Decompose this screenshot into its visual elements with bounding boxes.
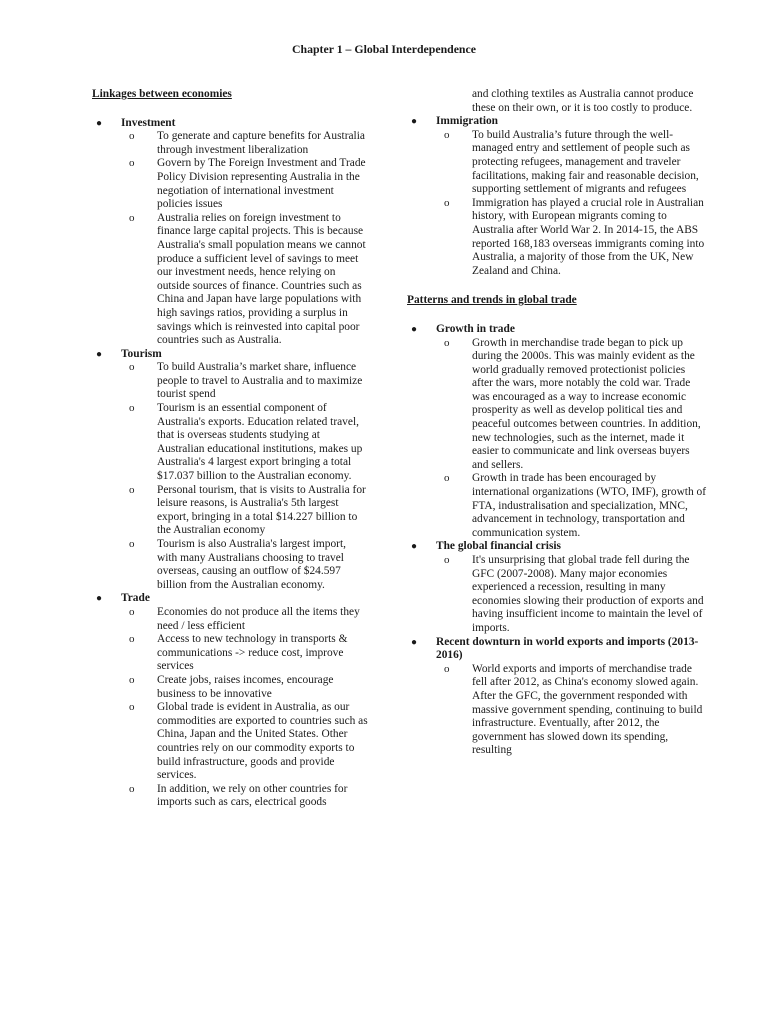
point-text: Tourism is also Australia's largest import, with many Australians choosing to travel overseas, causing an outflow of $24.597 billion from the Australian economy. [157,538,346,591]
circle-bullet-icon: o [129,483,135,496]
list-item [129,130,368,157]
continued-text: and clothing textiles as Australia cannot produce these on their own, or it is too costly to produce. [472,88,694,114]
list-item [129,701,368,783]
topic-title: Growth in trade [436,322,515,335]
point-text: Access to new technology in transports & communications -> reduce cost, improve services [157,633,348,673]
list-item [129,633,368,674]
bullet-icon: ● [96,117,103,129]
point-list [436,337,707,541]
topic-title: Recent downturn in world exports and imports (2013-2016) [436,635,699,662]
circle-bullet-icon: o [129,701,135,714]
bullet-icon: ● [96,593,103,605]
circle-bullet-icon: o [444,662,450,675]
point-list [121,130,368,348]
point-text: World exports and imports of merchandise trade fell after 2012, as China's economy slowed again. After the GFC, the government responded with massive government spending, continuing to build infrastructure. Eventually, after 2012, the government has slowed down its spending, resulting [472,662,703,757]
list-item [444,337,707,473]
circle-bullet-icon: o [129,673,135,686]
topic-list-linkages [92,117,368,810]
page-title: Chapter 1 – Global Interdependence [292,42,476,56]
right-column [407,88,707,758]
point-list [436,663,707,758]
circle-bullet-icon: o [129,538,135,550]
circle-bullet-icon: o [129,782,135,795]
circle-bullet-icon: o [129,633,135,646]
bullet-icon: ● [411,116,418,128]
point-list [436,129,707,279]
bullet-icon: ● [411,323,418,335]
topic-list-immigration [407,115,707,278]
spacer [407,278,707,294]
point-list [121,361,368,592]
list-item [444,472,707,540]
point-text: Australia relies on foreign investment to finance large capital projects. This is because Australia's small population means we cannot produce a sufficient level of savings to meet our investment needs, hence relying on outside sources of finance. Countries such as China and Japan have large populations with high savings ratios, providing a surplus in savings which is reinvested into capital poor countries such as Australia. [157,211,366,347]
circle-bullet-icon: o [129,211,135,224]
point-text: Immigration has played a crucial role in Australian history, with European migrants coming to Australia after World War 2. In 2014-15, the ABS reported 168,183 overseas immigrants coming into Australia, a majority of those from the UK, New Zealand and China. [472,196,705,277]
circle-bullet-icon: o [444,472,450,485]
bullet-icon: ● [96,348,103,360]
list-item [129,402,368,484]
list-item [129,674,368,701]
point-text: Govern by The Foreign Investment and Trade Policy Division representing Australia in the negotiation of international investment policies issues [157,157,366,211]
point-text: Personal tourism, that is visits to Australia for leisure reasons, is Australia's 5th largest export, bringing in a total $14.227 billion to the Australian economy [157,483,366,537]
topic-growth-in-trade [407,323,707,541]
topic-global-financial-crisis [407,540,707,635]
topic-title: Investment [121,116,176,129]
point-list [121,606,368,810]
circle-bullet-icon: o [444,196,450,209]
topic-trade [92,592,368,810]
point-text: To generate and capture benefits for Australia through investment liberalization [157,130,365,156]
topic-title: Trade [121,592,150,605]
circle-bullet-icon: o [129,605,135,618]
list-item [129,783,368,810]
list-item [444,197,707,279]
point-text: To build Australia’s future through the well-managed entry and settlement of people such as protecting refugees, management and traveler facilitations, making fair and reasonable decision, supporting settlement of migrants and refugees [472,128,699,196]
point-text: Tourism is an essential component of Australia's exports. Education related travel, that is overseas students studying at Australian educational institutions, makes up Australia's 4 largest export bringing a total $17.037 billion to the Australian economy. [157,402,363,483]
topic-title: The global financial crisis [436,540,561,553]
circle-bullet-icon: o [129,130,135,143]
list-item [129,538,368,592]
topic-tourism [92,348,368,593]
list-item [129,157,368,211]
list-item [129,361,368,402]
point-text: It's unsurprising that global trade fell during the GFC (2007-2008). Many major economies experienced a recession, resulting in many economies slowing their production of exports and having insufficient income to maintain the level of imports. [472,554,704,634]
point-text: Growth in merchandise trade began to pick up during the 2000s. This was mainly evident as the world gradually removed protectionist policies after the wars, more notably the cold war. Trade was encouraged as a way to increase economic prosperity as well as develop political ties and peaceful outcomes between countries. In addition, new technologies, such as the internet, made it easier to communicate and link overseas buyers and sellers. [472,336,701,471]
circle-bullet-icon: o [444,336,450,349]
point-text: Global trade is evident in Australia, as our commodities are exported to countries such as China, Japan and the United States. Other countries rely on our commodity exports to build infrastructure, goods and provide services. [157,701,368,782]
point-text: To build Australia’s market share, influence people to travel to Australia and to maximize tourist spend [157,361,363,401]
list-item [129,606,368,633]
point-text: In addition, we rely on other countries for imports such as cars, electrical goods [157,782,348,809]
list-item [129,212,368,348]
list-item [444,663,707,758]
circle-bullet-icon: o [129,157,135,170]
list-item [444,129,707,197]
topic-title: Tourism [121,347,162,360]
circle-bullet-icon: o [129,361,135,374]
point-text: Growth in trade has been encouraged by international organizations (WTO, IMF), growth of FTA, industralisation and specialization, MNC, advancement in technology, transportation and communication system. [472,472,706,539]
topic-investment [92,117,368,348]
topic-title: Immigration [436,115,499,128]
topic-list-patterns [407,323,707,758]
circle-bullet-icon: o [444,128,450,141]
point-text: Create jobs, raises incomes, encourage business to be innovative [157,673,334,700]
circle-bullet-icon: o [129,402,135,415]
list-item [129,484,368,538]
point-list [436,554,707,636]
topic-recent-downturn [407,636,707,758]
bullet-icon: ● [411,541,418,553]
section-heading-patterns: Patterns and trends in global trade [407,294,577,307]
circle-bullet-icon: o [444,554,450,566]
list-item [444,554,707,636]
point-text: Economies do not produce all the items they need / less efficient [157,605,360,632]
topic-immigration [407,115,707,278]
bullet-icon: ● [411,636,418,648]
section-heading-linkages: Linkages between economies [92,88,232,100]
left-column [92,88,368,810]
